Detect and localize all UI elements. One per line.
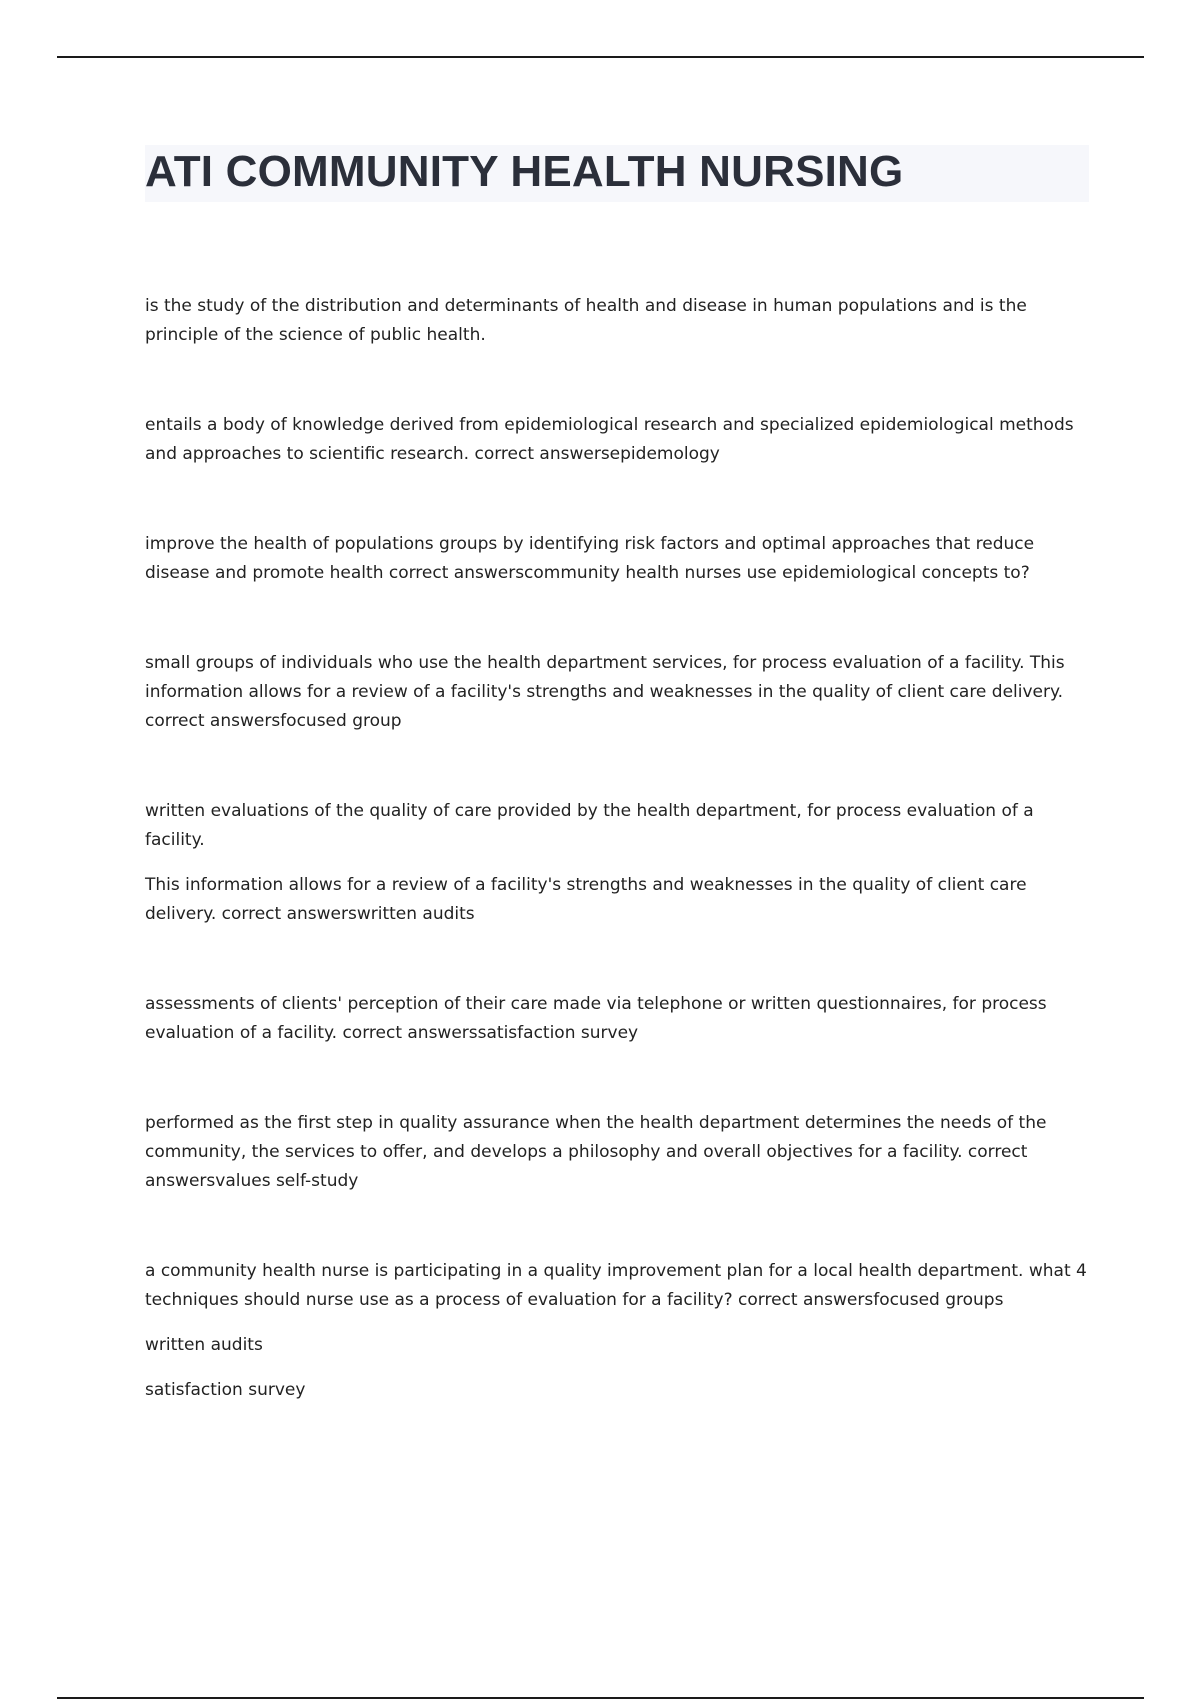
entry-paragraph: small groups of individuals who use the health department services, for process evaluation of a facility. This information allows for a review of a facility's strengths and weaknesses in the quality of client care delivery. correct answersfocused group: [145, 653, 1065, 731]
entry-paragraph: performed as the first step in quality assurance when the health department determines the needs of the community, the services to offer, and develops a philosophy and overall objectives for a facility. correct answersvalues self-study: [145, 1113, 1047, 1191]
entry-5: [145, 797, 1090, 929]
entry-paragraph: written audits: [145, 1335, 263, 1355]
entry-paragraph: improve the health of populations groups by identifying risk factors and optimal approaches that reduce disease and promote health correct answerscommunity health nurses use epidemiological concepts to?: [145, 534, 1035, 583]
entry-paragraph: assessments of clients' perception of their care made via telephone or written questionnaires, for process evaluation of a facility. correct answerssatisfaction survey: [145, 994, 1047, 1043]
entry-7: [145, 1109, 1090, 1196]
entry-paragraph: is the study of the distribution and determinants of health and disease in human populations and is the principle of the science of public health.: [145, 296, 1027, 345]
entry-paragraph: satisfaction survey: [145, 1380, 306, 1400]
document-title: ATI COMMUNITY HEALTH NURSING: [145, 147, 904, 196]
entry-4: [145, 649, 1090, 736]
entry-2: [145, 411, 1090, 469]
document-body: [145, 292, 1090, 1405]
entry-paragraph: a community health nurse is participating in a quality improvement plan for a local health department. what 4 techniques should nurse use as a process of evaluation for a facility? correct answersfocused groups: [145, 1261, 1087, 1310]
bottom-rule: [57, 1697, 1144, 1699]
entry-6: [145, 990, 1090, 1048]
entry-3: [145, 530, 1090, 588]
entry-paragraph: This information allows for a review of a facility's strengths and weaknesses in the quality of client care delivery. correct answerswritten audits: [145, 875, 1027, 924]
top-rule: [57, 56, 1144, 58]
entry-1: [145, 292, 1090, 350]
entry-8: [145, 1257, 1090, 1405]
entry-paragraph: written evaluations of the quality of care provided by the health department, for process evaluation of a facility.: [145, 801, 1034, 850]
entry-paragraph: entails a body of knowledge derived from epidemiological research and specialized epidemiological methods and approaches to scientific research. correct answersepidemology: [145, 415, 1074, 464]
